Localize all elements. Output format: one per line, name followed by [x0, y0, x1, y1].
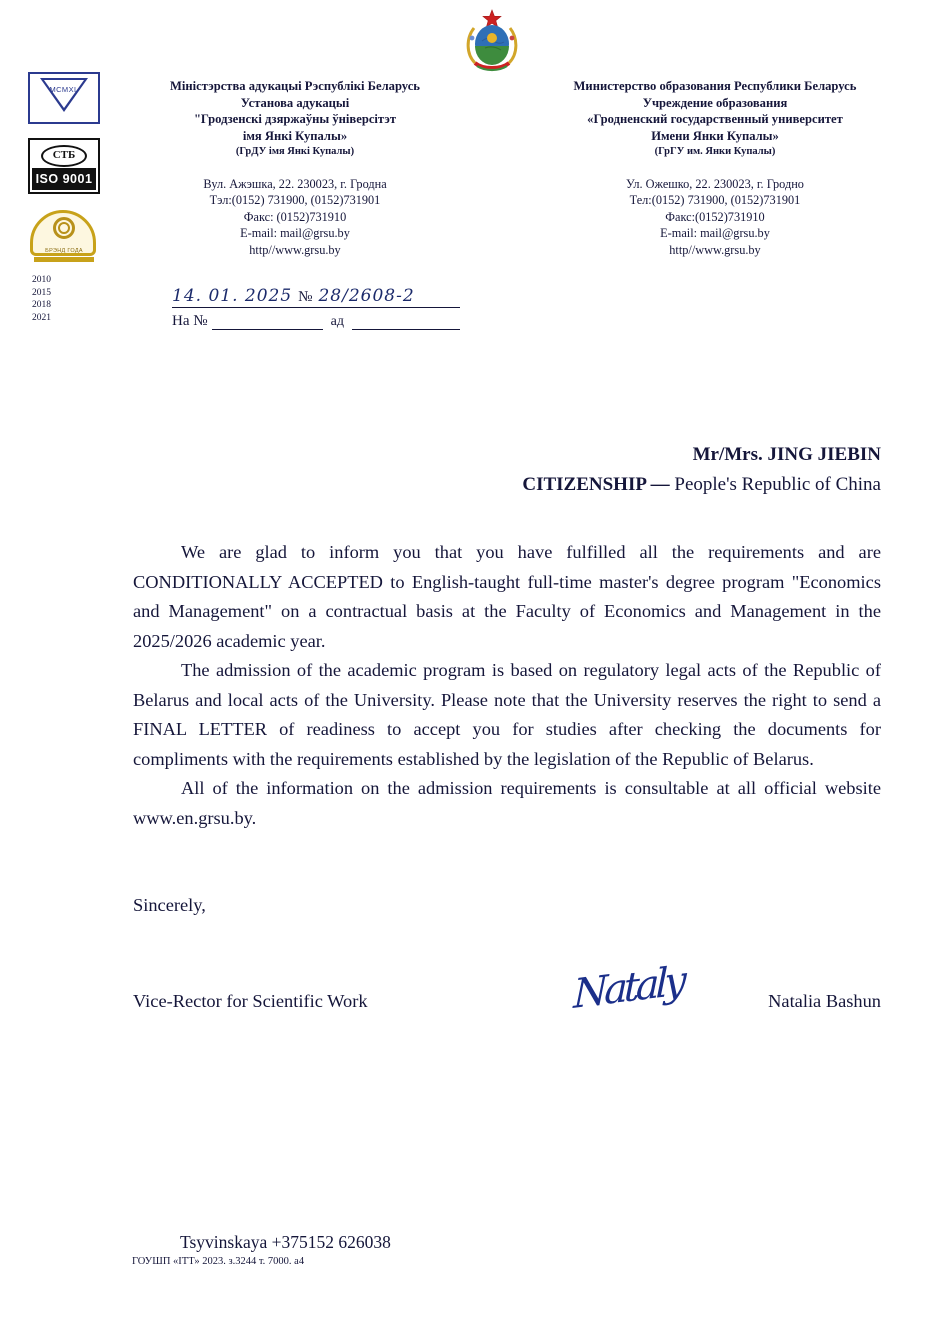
hdr-be-phone: Тэл:(0152) 731900, (0152)731901 — [209, 193, 381, 207]
date-prefix-label: ад — [330, 314, 344, 329]
hdr-be-email: E-mail: mail@grsu.by — [240, 226, 350, 240]
hdr-be-line-3: "Гродзенскі дзяржаўны ўніверсітэт — [193, 112, 397, 126]
header-belarusian — [120, 78, 470, 258]
hdr-be-line-2: Установа адукацыі — [240, 95, 350, 110]
certification-marks — [22, 72, 114, 324]
addressee-name-row — [522, 440, 881, 470]
hdr-ru-line-1: Министерство образования Республики Беларусь — [573, 79, 857, 93]
contacts-russian — [500, 176, 930, 259]
incoming-number-blank — [212, 313, 323, 330]
award-year: 2018 — [32, 300, 51, 310]
hdr-ru-abbrev: (ГрГУ им. Янки Купалы) — [654, 146, 776, 157]
brand-of-the-year-seal-icon — [26, 208, 102, 264]
hdr-ru-website: http//www.grsu.by — [669, 242, 761, 257]
salutation: Mr/Mrs — [692, 444, 758, 465]
letter-body — [133, 538, 881, 833]
incoming-date-blank — [352, 313, 460, 330]
seal-label: БРЭНД ГОДА — [45, 248, 83, 254]
mcmxl-label: MCMXL — [49, 85, 79, 94]
hdr-ru-line-2: Учреждение образования — [642, 95, 788, 110]
header-russian — [500, 78, 930, 258]
hdr-ru-email: E-mail: mail@grsu.by — [660, 226, 770, 240]
signatory-name: Natalia Bashun — [768, 991, 881, 1011]
citizenship-value: People's Republic of China — [674, 474, 881, 495]
addressee-block — [522, 440, 881, 500]
footer-imprint: ГОУШП «ІТТ» 2023. з.3244 т. 7000. а4 — [132, 1256, 305, 1267]
citizenship-label: CITIZENSHIP — — [522, 474, 670, 495]
award-year: 2021 — [32, 312, 51, 323]
number-sign: № — [298, 289, 313, 305]
addressee-name: . JING JIEBIN — [758, 444, 881, 465]
hdr-ru-fax: Факс:(0152)731910 — [665, 209, 765, 224]
hdr-ru-line-3: «Гродненский государственный университет — [587, 112, 843, 126]
hdr-be-line-1: Міністэрства адукацыі Рэспублікі Беларусь — [170, 79, 420, 93]
reference-block — [172, 286, 472, 330]
hdr-ru-phone: Тел:(0152) 731900, (0152)731901 — [629, 193, 801, 207]
mcmxl-triangle-mark-icon — [28, 72, 100, 124]
handwritten-signature: Nataly — [573, 958, 684, 1018]
date-and-number-row — [172, 286, 460, 308]
date-handwritten: 14. 01. 2025 — [172, 286, 293, 306]
hdr-be-website: http//www.grsu.by — [249, 242, 341, 257]
signatory-title: Vice-Rector for Scientific Work — [133, 991, 368, 1011]
incoming-number-label: На № — [172, 313, 208, 329]
award-years — [32, 274, 114, 324]
hdr-ru-address: Ул. Ожешко, 22. 230023, г. Гродно — [626, 176, 804, 191]
body-paragraph-2: The admission of the academic program is based on regulatory legal acts of the Republic of Belarus and local acts of the University. Please note that the University reserves the right to send a FINAL LETTER of readiness to accept you for studies after checking the documents for compliments with the requirements established by the legislation of the Republic of Belarus. — [133, 660, 881, 769]
citizenship-row — [522, 470, 881, 500]
outgoing-number-handwritten: 28/2608-2 — [318, 286, 415, 306]
award-year: 2015 — [32, 287, 51, 298]
closing-text: Sincerely, — [133, 895, 206, 915]
footer-block — [132, 1232, 391, 1267]
body-paragraph-1: We are glad to inform you that you have fulfilled all the requirements and are CONDITIONALLY ACCEPTED to English-taught full-time master's degree program "Economics and Management" on a contractual basis at the Faculty of Economics and Management in the 2025/2026 academic year. — [133, 542, 881, 651]
hdr-be-address: Вул. Ажэшка, 22. 230023, г. Гродна — [203, 176, 387, 191]
belarus-coat-of-arms-icon — [460, 8, 524, 74]
footer-contact: Tsyvinskaya +375152 626038 — [180, 1232, 391, 1252]
hdr-be-fax: Факс: (0152)731910 — [243, 209, 347, 224]
hdr-be-line-4: імя Янкі Купалы» — [242, 128, 348, 143]
hdr-ru-line-4: Имени Янки Купалы» — [651, 128, 779, 143]
body-paragraph-3: All of the information on the admission requirements is consultable at all official website www.en.grsu.by. — [133, 778, 881, 828]
contacts-belarusian — [120, 176, 470, 259]
incoming-number-row — [172, 313, 460, 330]
iso-9001-mark-icon — [28, 138, 100, 194]
hdr-be-abbrev: (ГрДУ імя Янкі Купалы) — [235, 146, 355, 157]
award-year: 2010 — [32, 275, 51, 285]
stb-label: СТБ — [52, 149, 76, 161]
iso-9001-label: ISO 9001 — [32, 168, 96, 190]
signature-block — [133, 958, 881, 1055]
